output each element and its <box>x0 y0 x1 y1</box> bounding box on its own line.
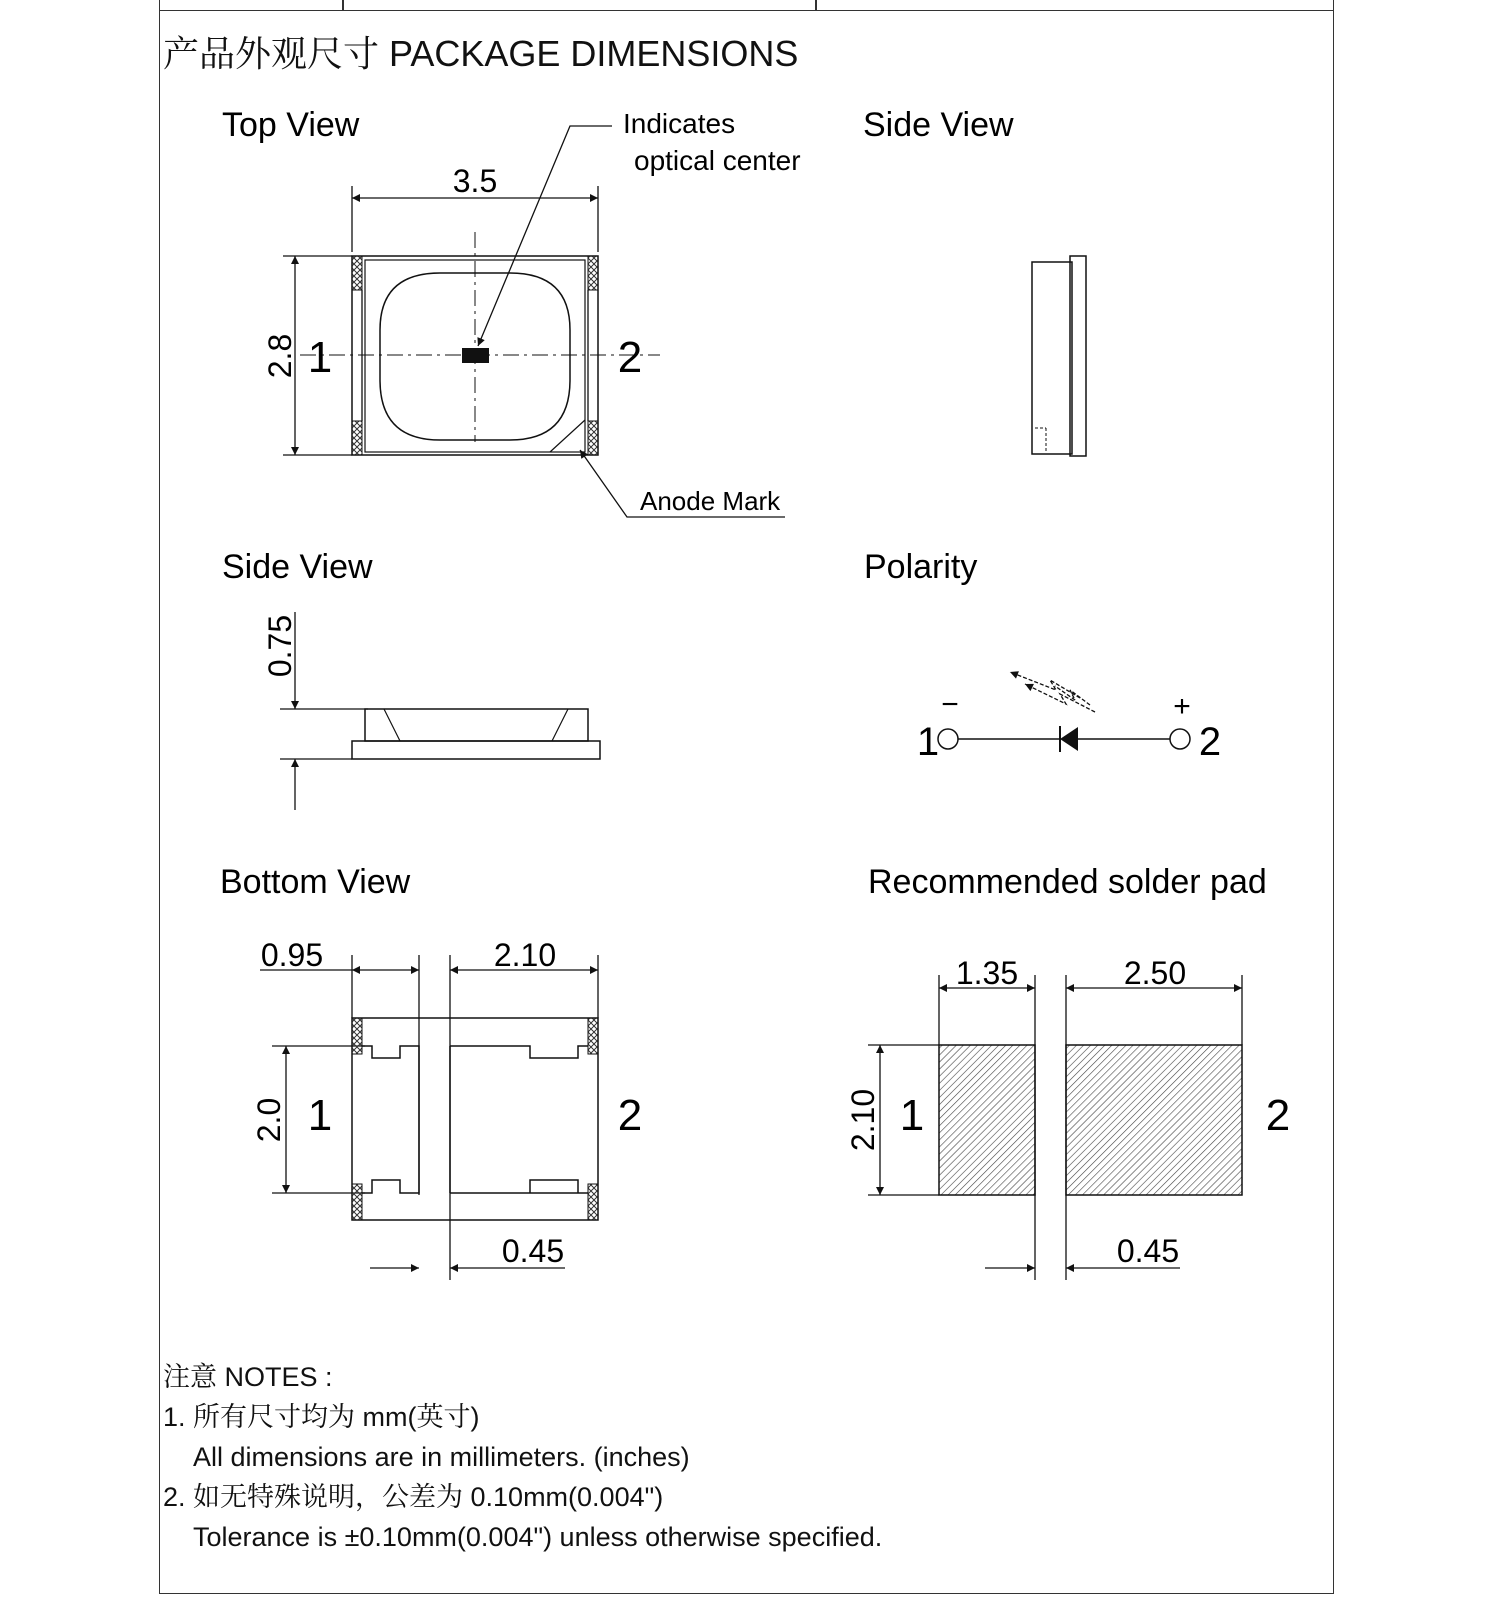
dim-top-width: 3.5 <box>452 163 498 199</box>
dim-bottom-right-pad: 2.10 <box>493 937 557 973</box>
lead-frame-left <box>352 1184 362 1220</box>
note-1-en: All dimensions are in millimeters. (inches) <box>193 1442 690 1472</box>
terminal-2 <box>1170 729 1190 749</box>
anode-mark-label: Anode Mark <box>640 486 781 516</box>
polarity-diagram <box>864 548 1221 764</box>
pin-label-2: 2 <box>1198 720 1222 764</box>
solder-pad-label: Recommended solder pad <box>868 863 1267 901</box>
pin-label-2: 2 <box>617 1091 643 1140</box>
side-view-label: Side View <box>222 548 373 586</box>
notes-section <box>163 1357 882 1557</box>
terminal-1 <box>938 729 958 749</box>
lead-frame-left <box>352 421 362 455</box>
polarity-label: Polarity <box>864 548 978 586</box>
note-1-cn: 1. 所有尺寸均为 mm(英寸) <box>163 1402 480 1432</box>
dim-solder-right-pad: 2.50 <box>1123 955 1187 991</box>
page-title: 产品外观尺寸 PACKAGE DIMENSIONS <box>163 33 799 74</box>
dim-top-height: 2.8 <box>262 333 298 379</box>
notes-header: 注意 NOTES : <box>163 1362 333 1392</box>
note-2-cn: 2. 如无特殊说明，公差为 0.10mm(0.004") <box>163 1482 664 1512</box>
solder-pad-view <box>845 863 1290 1280</box>
bottom-view <box>220 863 642 1280</box>
pin-label-1: 1 <box>916 720 940 764</box>
emission-arrow <box>1055 686 1090 705</box>
dim-solder-left-pad: 1.35 <box>955 955 1019 991</box>
lead-frame-left <box>352 1018 362 1054</box>
pin-label-1: 1 <box>307 1091 333 1140</box>
plus-sign: + <box>1173 690 1191 723</box>
lead-frame-right <box>588 1184 598 1220</box>
pin-label-2: 2 <box>1265 1091 1291 1140</box>
side-profile-detail <box>552 709 568 741</box>
diode-triangle <box>1060 727 1078 751</box>
bottom-view-label: Bottom View <box>220 863 411 901</box>
chip <box>462 348 489 363</box>
side-view-right <box>863 106 1086 456</box>
minus-sign: − <box>941 688 959 721</box>
side-profile-base <box>352 741 600 759</box>
emission-arrow <box>1025 684 1095 712</box>
solder-pad-2 <box>1066 1045 1242 1195</box>
bottom-package-outline <box>352 1018 598 1220</box>
leader-line <box>478 126 612 346</box>
lead-frame-right <box>588 256 598 290</box>
bottom-pad-2 <box>450 1046 588 1193</box>
pin-label-1: 1 <box>307 333 333 382</box>
dim-side-height: 0.75 <box>262 614 298 678</box>
side-view <box>222 548 600 810</box>
side-body <box>1032 262 1072 454</box>
lead-frame-right <box>588 1018 598 1054</box>
dim-solder-gap: 0.45 <box>1116 1233 1180 1269</box>
side-view-right-label: Side View <box>863 106 1014 144</box>
optical-center-label: optical center <box>634 145 801 176</box>
bottom-pad-1 <box>362 1046 419 1193</box>
dim-bottom-pad-height: 2.0 <box>251 1097 287 1143</box>
note-2-en: Tolerance is ±0.10mm(0.004") unless otherwise specified. <box>193 1522 883 1552</box>
dim-bottom-left-pad: 0.95 <box>260 937 324 973</box>
side-profile-detail <box>384 709 400 741</box>
pin-label-2: 2 <box>617 333 643 382</box>
dim-solder-pad-height: 2.10 <box>845 1088 881 1152</box>
lead-frame-right <box>588 421 598 455</box>
lead-frame-left <box>352 256 362 290</box>
solder-pad-1 <box>939 1045 1035 1195</box>
pin-label-1: 1 <box>899 1091 925 1140</box>
top-view <box>222 106 801 517</box>
optical-center-label: Indicates <box>623 108 736 139</box>
dim-bottom-gap: 0.45 <box>501 1233 565 1269</box>
top-view-label: Top View <box>222 106 360 144</box>
